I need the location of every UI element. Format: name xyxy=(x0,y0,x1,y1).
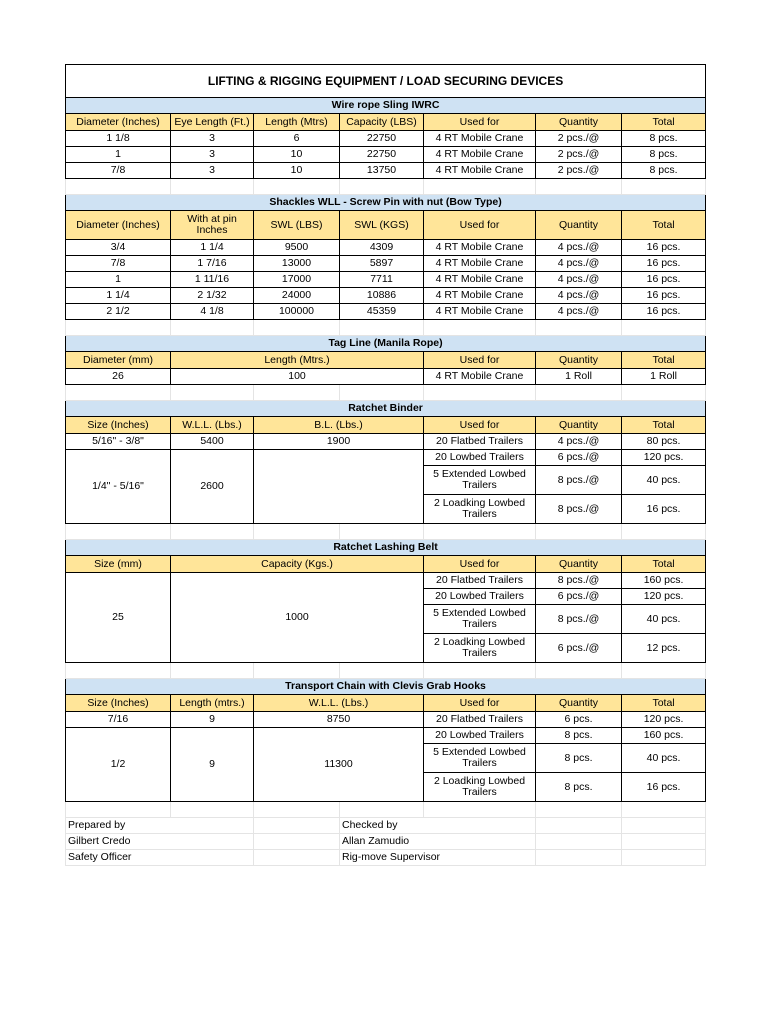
section-title-wire-rope: Wire rope Sling IWRC xyxy=(66,98,706,114)
table-cell: 5/16" - 3/8" xyxy=(66,434,171,450)
table-cell: 7/8 xyxy=(66,256,171,272)
table-cell: 22750 xyxy=(340,131,424,147)
column-header: SWL (LBS) xyxy=(254,211,340,240)
column-header: Size (mm) xyxy=(66,556,171,573)
table-cell: 20 Flatbed Trailers xyxy=(424,434,536,450)
column-header: Total xyxy=(622,556,706,573)
table-cell: 2 Loadking Lowbed Trailers xyxy=(424,634,536,663)
table-cell: 1000 xyxy=(171,573,424,663)
table-cell: 2 Loadking Lowbed Trailers xyxy=(424,495,536,524)
column-header: Length (Mtrs) xyxy=(254,114,340,131)
table-cell: 3 xyxy=(171,147,254,163)
table-cell: 160 pcs. xyxy=(622,573,706,589)
table-cell: 9 xyxy=(171,712,254,728)
table-cell: 5 Extended Lowbed Trailers xyxy=(424,466,536,495)
table-cell: 12 pcs. xyxy=(622,634,706,663)
table-row xyxy=(66,163,706,179)
table-cell: 4 pcs./@ xyxy=(536,240,622,256)
table-cell: 1 1/8 xyxy=(66,131,171,147)
table-cell: 100000 xyxy=(254,304,340,320)
table-cell: 1 Roll xyxy=(622,369,706,385)
spacer-row xyxy=(66,802,706,818)
table-cell: 2 pcs./@ xyxy=(536,147,622,163)
table-cell: 6 pcs. xyxy=(536,712,622,728)
table-row xyxy=(66,304,706,320)
column-header: Length (Mtrs.) xyxy=(171,352,424,369)
section-title-tag-line: Tag Line (Manila Rope) xyxy=(66,336,706,352)
column-header: Size (Inches) xyxy=(66,417,171,434)
spacer-row xyxy=(66,663,706,679)
column-header: Total xyxy=(622,352,706,369)
table-cell: 1900 xyxy=(254,434,424,450)
table-cell: 120 pcs. xyxy=(622,589,706,605)
table-cell: 4 pcs./@ xyxy=(536,272,622,288)
column-header: Capacity (Kgs.) xyxy=(171,556,424,573)
table-cell: 120 pcs. xyxy=(622,450,706,466)
table-cell: 4 pcs./@ xyxy=(536,304,622,320)
table-cell: 4 RT Mobile Crane xyxy=(424,163,536,179)
table-cell: 4 1/8 xyxy=(171,304,254,320)
table-cell: 8 pcs. xyxy=(536,744,622,773)
table-cell: 26 xyxy=(66,369,171,385)
table-cell: 25 xyxy=(66,573,171,663)
table-row xyxy=(66,256,706,272)
table-cell: 3 xyxy=(171,163,254,179)
checked-by-label: Checked by xyxy=(340,818,536,834)
spacer-row xyxy=(66,524,706,540)
column-header: Used for xyxy=(424,211,536,240)
column-header: Eye Length (Ft.) xyxy=(171,114,254,131)
spacer-row xyxy=(66,179,706,195)
table-cell: 4 RT Mobile Crane xyxy=(424,304,536,320)
table-cell: 4309 xyxy=(340,240,424,256)
table-cell: 6 pcs./@ xyxy=(536,450,622,466)
table-cell: 6 pcs./@ xyxy=(536,589,622,605)
column-header: Quantity xyxy=(536,114,622,131)
table-cell: 4 pcs./@ xyxy=(536,256,622,272)
table-row xyxy=(66,450,706,466)
table-cell: 20 Lowbed Trailers xyxy=(424,589,536,605)
table-cell: 20 Flatbed Trailers xyxy=(424,712,536,728)
column-header: Quantity xyxy=(536,417,622,434)
spacer-row xyxy=(66,320,706,336)
table-cell: 16 pcs. xyxy=(622,256,706,272)
table-cell: 160 pcs. xyxy=(622,728,706,744)
table-cell: 1 11/16 xyxy=(171,272,254,288)
table-cell: 8 pcs. xyxy=(622,163,706,179)
table-row xyxy=(66,434,706,450)
table-cell: 3/4 xyxy=(66,240,171,256)
table-cell: 16 pcs. xyxy=(622,272,706,288)
table-cell: 16 pcs. xyxy=(622,288,706,304)
table-cell: 10 xyxy=(254,147,340,163)
table-cell: 7/8 xyxy=(66,163,171,179)
table-cell: 13000 xyxy=(254,256,340,272)
table-cell: 4 RT Mobile Crane xyxy=(424,288,536,304)
table-cell: 7711 xyxy=(340,272,424,288)
table-cell: 2 Loadking Lowbed Trailers xyxy=(424,773,536,802)
table-cell: 6 xyxy=(254,131,340,147)
table-cell: 1 xyxy=(66,147,171,163)
table-cell: 1 1/4 xyxy=(66,288,171,304)
table-cell: 45359 xyxy=(340,304,424,320)
column-header: Used for xyxy=(424,417,536,434)
table-cell: 4 RT Mobile Crane xyxy=(424,369,536,385)
table-row xyxy=(66,369,706,385)
table-cell: 40 pcs. xyxy=(622,605,706,634)
column-header: With at pin Inches xyxy=(171,211,254,240)
table-cell xyxy=(254,450,424,524)
table-cell: 20 Lowbed Trailers xyxy=(424,450,536,466)
table-cell: 4 pcs./@ xyxy=(536,288,622,304)
table-cell: 10886 xyxy=(340,288,424,304)
table-cell: 8 pcs. xyxy=(536,728,622,744)
section-title-lashing-belt: Ratchet Lashing Belt xyxy=(66,540,706,556)
spacer-row xyxy=(66,385,706,401)
column-header: Used for xyxy=(424,695,536,712)
table-cell: 4 RT Mobile Crane xyxy=(424,240,536,256)
table-cell: 1/2 xyxy=(66,728,171,802)
column-header: Diameter (Inches) xyxy=(66,114,171,131)
table-cell: 5 Extended Lowbed Trailers xyxy=(424,744,536,773)
table-cell: 20 Lowbed Trailers xyxy=(424,728,536,744)
column-header: Quantity xyxy=(536,352,622,369)
column-header: Diameter (mm) xyxy=(66,352,171,369)
checked-by-name: Allan Zamudio xyxy=(340,834,536,850)
table-cell: 40 pcs. xyxy=(622,466,706,495)
table-cell: 4 RT Mobile Crane xyxy=(424,131,536,147)
table-row xyxy=(66,573,706,589)
section-title-ratchet-binder: Ratchet Binder xyxy=(66,401,706,417)
table-cell: 3 xyxy=(171,131,254,147)
table-cell: 1 xyxy=(66,272,171,288)
section-title-transport-chain: Transport Chain with Clevis Grab Hooks xyxy=(66,679,706,695)
table-cell: 80 pcs. xyxy=(622,434,706,450)
prepared-by-label: Prepared by xyxy=(66,818,254,834)
table-cell: 20 Flatbed Trailers xyxy=(424,573,536,589)
table-cell: 1/4" - 5/16" xyxy=(66,450,171,524)
table-cell: 8 pcs./@ xyxy=(536,573,622,589)
column-header: Length (mtrs.) xyxy=(171,695,254,712)
column-header: Quantity xyxy=(536,211,622,240)
table-cell: 8 pcs./@ xyxy=(536,605,622,634)
table-cell: 8 pcs./@ xyxy=(536,495,622,524)
table-cell: 17000 xyxy=(254,272,340,288)
table-cell: 8 pcs./@ xyxy=(536,466,622,495)
signature-row xyxy=(66,818,706,834)
table-cell: 4 RT Mobile Crane xyxy=(424,272,536,288)
spreadsheet xyxy=(65,64,705,866)
column-header: Used for xyxy=(424,556,536,573)
table-cell: 10 xyxy=(254,163,340,179)
column-header: Total xyxy=(622,211,706,240)
table-row xyxy=(66,240,706,256)
column-header: Size (Inches) xyxy=(66,695,171,712)
table-cell: 6 pcs./@ xyxy=(536,634,622,663)
table-cell: 8750 xyxy=(254,712,424,728)
equipment-table xyxy=(65,64,706,866)
table-cell: 11300 xyxy=(254,728,424,802)
table-cell: 9 xyxy=(171,728,254,802)
table-cell: 16 pcs. xyxy=(622,495,706,524)
table-cell: 100 xyxy=(171,369,424,385)
table-cell: 22750 xyxy=(340,147,424,163)
prepared-by-title: Safety Officer xyxy=(66,850,254,866)
table-cell: 1 1/4 xyxy=(171,240,254,256)
table-cell: 4 RT Mobile Crane xyxy=(424,256,536,272)
table-cell: 13750 xyxy=(340,163,424,179)
column-header: Used for xyxy=(424,114,536,131)
table-cell: 16 pcs. xyxy=(622,240,706,256)
table-cell: 4 RT Mobile Crane xyxy=(424,147,536,163)
column-header: Quantity xyxy=(536,556,622,573)
table-cell: 5 Extended Lowbed Trailers xyxy=(424,605,536,634)
column-header: Diameter (Inches) xyxy=(66,211,171,240)
table-cell: 1 7/16 xyxy=(171,256,254,272)
table-cell: 40 pcs. xyxy=(622,744,706,773)
column-header: Total xyxy=(622,114,706,131)
table-cell: 2 1/2 xyxy=(66,304,171,320)
column-header: Used for xyxy=(424,352,536,369)
checked-by-title: Rig-move Supervisor xyxy=(340,850,536,866)
table-cell: 2 1/32 xyxy=(171,288,254,304)
column-header: B.L. (Lbs.) xyxy=(254,417,424,434)
column-header: Total xyxy=(622,417,706,434)
table-cell: 24000 xyxy=(254,288,340,304)
section-title-shackles: Shackles WLL - Screw Pin with nut (Bow Type) xyxy=(66,195,706,211)
table-row xyxy=(66,288,706,304)
table-cell: 7/16 xyxy=(66,712,171,728)
table-cell: 2 pcs./@ xyxy=(536,163,622,179)
column-header: W.L.L. (Lbs.) xyxy=(254,695,424,712)
column-header: Quantity xyxy=(536,695,622,712)
table-cell: 9500 xyxy=(254,240,340,256)
table-cell: 120 pcs. xyxy=(622,712,706,728)
table-cell: 8 pcs. xyxy=(536,773,622,802)
table-cell: 2600 xyxy=(171,450,254,524)
page-title: LIFTING & RIGGING EQUIPMENT / LOAD SECURING DEVICES xyxy=(66,65,706,98)
signature-row xyxy=(66,834,706,850)
table-cell: 5897 xyxy=(340,256,424,272)
table-row xyxy=(66,147,706,163)
table-cell: 2 pcs./@ xyxy=(536,131,622,147)
table-row xyxy=(66,131,706,147)
table-row xyxy=(66,728,706,744)
table-cell: 16 pcs. xyxy=(622,304,706,320)
table-cell: 4 pcs./@ xyxy=(536,434,622,450)
column-header: Capacity (LBS) xyxy=(340,114,424,131)
column-header: Total xyxy=(622,695,706,712)
table-cell: 8 pcs. xyxy=(622,147,706,163)
table-cell: 5400 xyxy=(171,434,254,450)
column-header: W.L.L. (Lbs.) xyxy=(171,417,254,434)
table-cell: 16 pcs. xyxy=(622,773,706,802)
column-header: SWL (KGS) xyxy=(340,211,424,240)
signature-row xyxy=(66,850,706,866)
prepared-by-name: Gilbert Credo xyxy=(66,834,254,850)
table-row xyxy=(66,272,706,288)
table-cell: 8 pcs. xyxy=(622,131,706,147)
table-cell: 1 Roll xyxy=(536,369,622,385)
table-row xyxy=(66,712,706,728)
